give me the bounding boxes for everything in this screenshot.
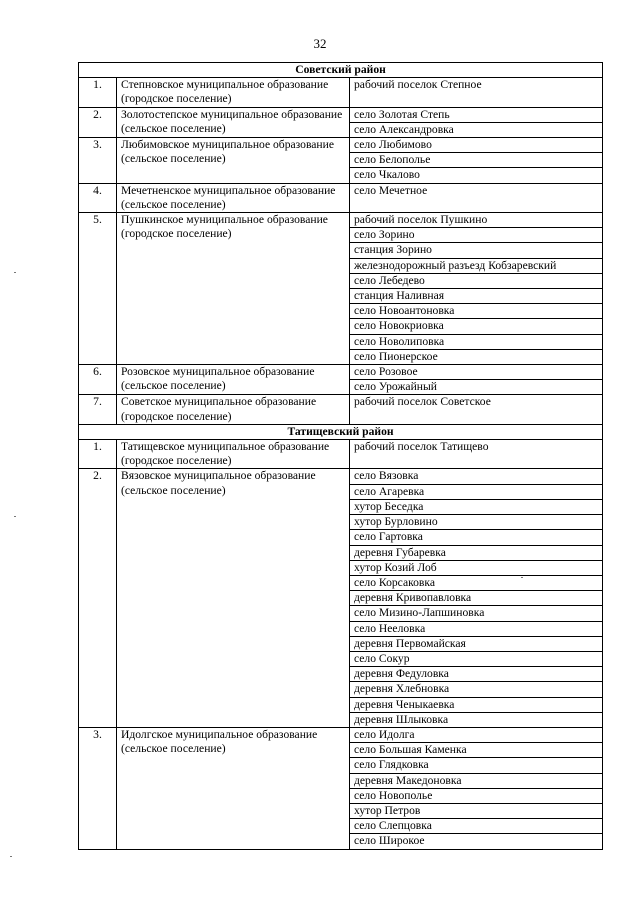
table-row <box>79 107 603 122</box>
settlement-name: село Сокур <box>350 651 603 666</box>
settlement-name: рабочий поселок Степное <box>350 78 603 107</box>
table-row <box>79 395 603 424</box>
row-number: 3. <box>79 138 117 184</box>
scan-speck <box>14 272 16 273</box>
settlement-name: деревня Кривопавловка <box>350 591 603 606</box>
municipality-name: Розовское муниципальное образование (сельское поселение) <box>117 365 350 395</box>
row-number: 2. <box>79 107 117 137</box>
settlement-name: железнодорожный разъезд Кобзаревский <box>350 258 603 273</box>
settlement-name: деревня Шлыковка <box>350 712 603 727</box>
row-number: 5. <box>79 213 117 365</box>
settlement-name: деревня Хлебновка <box>350 682 603 697</box>
settlement-name: село Вязовка <box>350 469 603 484</box>
municipality-name: Татищевское муниципальное образование (городское поселение) <box>117 440 350 469</box>
table-row <box>79 213 603 228</box>
settlement-name: хутор Петров <box>350 803 603 818</box>
row-number: 2. <box>79 469 117 727</box>
settlement-name: рабочий поселок Советское <box>350 395 603 424</box>
municipality-name: Идолгское муниципальное образование (сельское поселение) <box>117 727 350 849</box>
table-body <box>79 63 603 850</box>
municipality-name: Мечетненское муниципальное образование (сельское поселение) <box>117 183 350 212</box>
settlement-name: село Лебедево <box>350 273 603 288</box>
settlement-name: село Александровка <box>350 122 603 137</box>
settlement-name: село Глядковка <box>350 758 603 773</box>
settlement-name: село Новополье <box>350 788 603 803</box>
settlement-name: село Большая Каменка <box>350 743 603 758</box>
settlement-name: деревня Первомайская <box>350 636 603 651</box>
row-number: 1. <box>79 78 117 107</box>
settlement-name: село Нееловка <box>350 621 603 636</box>
settlement-name: село Любимово <box>350 138 603 153</box>
row-number: 7. <box>79 395 117 424</box>
scan-speck <box>14 516 16 517</box>
settlement-name: село Розовое <box>350 365 603 380</box>
settlement-name: село Чкалово <box>350 168 603 183</box>
settlement-name: село Слепцовка <box>350 819 603 834</box>
municipality-name: Любимовское муниципальное образование (сельское поселение) <box>117 138 350 184</box>
settlement-name: село Мечетное <box>350 183 603 212</box>
row-number: 1. <box>79 440 117 469</box>
row-number: 6. <box>79 365 117 395</box>
settlement-name: село Новоантоновка <box>350 304 603 319</box>
settlement-name: село Урожайный <box>350 380 603 395</box>
table-row <box>79 78 603 107</box>
row-number: 3. <box>79 727 117 849</box>
settlement-name: село Зорино <box>350 228 603 243</box>
settlement-name: деревня Федуловка <box>350 667 603 682</box>
settlement-name: село Новолиповка <box>350 334 603 349</box>
settlement-name: село Широкое <box>350 834 603 849</box>
municipality-name: Вязовское муниципальное образование (сельское поселение) <box>117 469 350 727</box>
municipality-name: Степновское муниципальное образование (городское поселение) <box>117 78 350 107</box>
settlement-name: село Гартовка <box>350 530 603 545</box>
settlement-name: хутор Беседка <box>350 499 603 514</box>
page-number: 32 <box>313 36 327 51</box>
settlement-name: село Корсаковка <box>350 575 603 590</box>
settlement-name: хутор Козий Лоб <box>350 560 603 575</box>
municipality-name: Советское муниципальное образование (городское поселение) <box>117 395 350 424</box>
settlement-name: село Золотая Степь <box>350 107 603 122</box>
table-row <box>79 727 603 742</box>
district-header-row <box>79 424 603 439</box>
settlement-name: село Новокриовка <box>350 319 603 334</box>
settlement-name: деревня Губаревка <box>350 545 603 560</box>
scan-speck <box>10 856 12 857</box>
settlement-name: станция Наливная <box>350 289 603 304</box>
settlement-name: село Белополье <box>350 153 603 168</box>
table-row <box>79 365 603 380</box>
municipality-name: Пушкинское муниципальное образование (городское поселение) <box>117 213 350 365</box>
row-number: 4. <box>79 183 117 212</box>
settlement-name: деревня Ченыкаевка <box>350 697 603 712</box>
table-row <box>79 440 603 469</box>
district-header-row <box>79 63 603 78</box>
settlement-name: село Мизино-Лапшиновка <box>350 606 603 621</box>
settlement-name: село Агаревка <box>350 484 603 499</box>
settlement-name: село Идолга <box>350 727 603 742</box>
settlement-name: рабочий поселок Пушкино <box>350 213 603 228</box>
table-row <box>79 138 603 153</box>
settlement-name: станция Зорино <box>350 243 603 258</box>
table-row <box>79 183 603 212</box>
district-name: Татищевский район <box>79 424 603 439</box>
settlement-name: хутор Бурловино <box>350 515 603 530</box>
table-row <box>79 469 603 484</box>
settlement-name: село Пионерское <box>350 349 603 364</box>
settlement-name: рабочий поселок Татищево <box>350 440 603 469</box>
settlement-name: деревня Македоновка <box>350 773 603 788</box>
municipality-name: Золотостепское муниципальное образование (сельское поселение) <box>117 107 350 137</box>
district-name: Советский район <box>79 63 603 78</box>
scan-speck <box>521 577 523 578</box>
settlements-table <box>78 62 603 850</box>
